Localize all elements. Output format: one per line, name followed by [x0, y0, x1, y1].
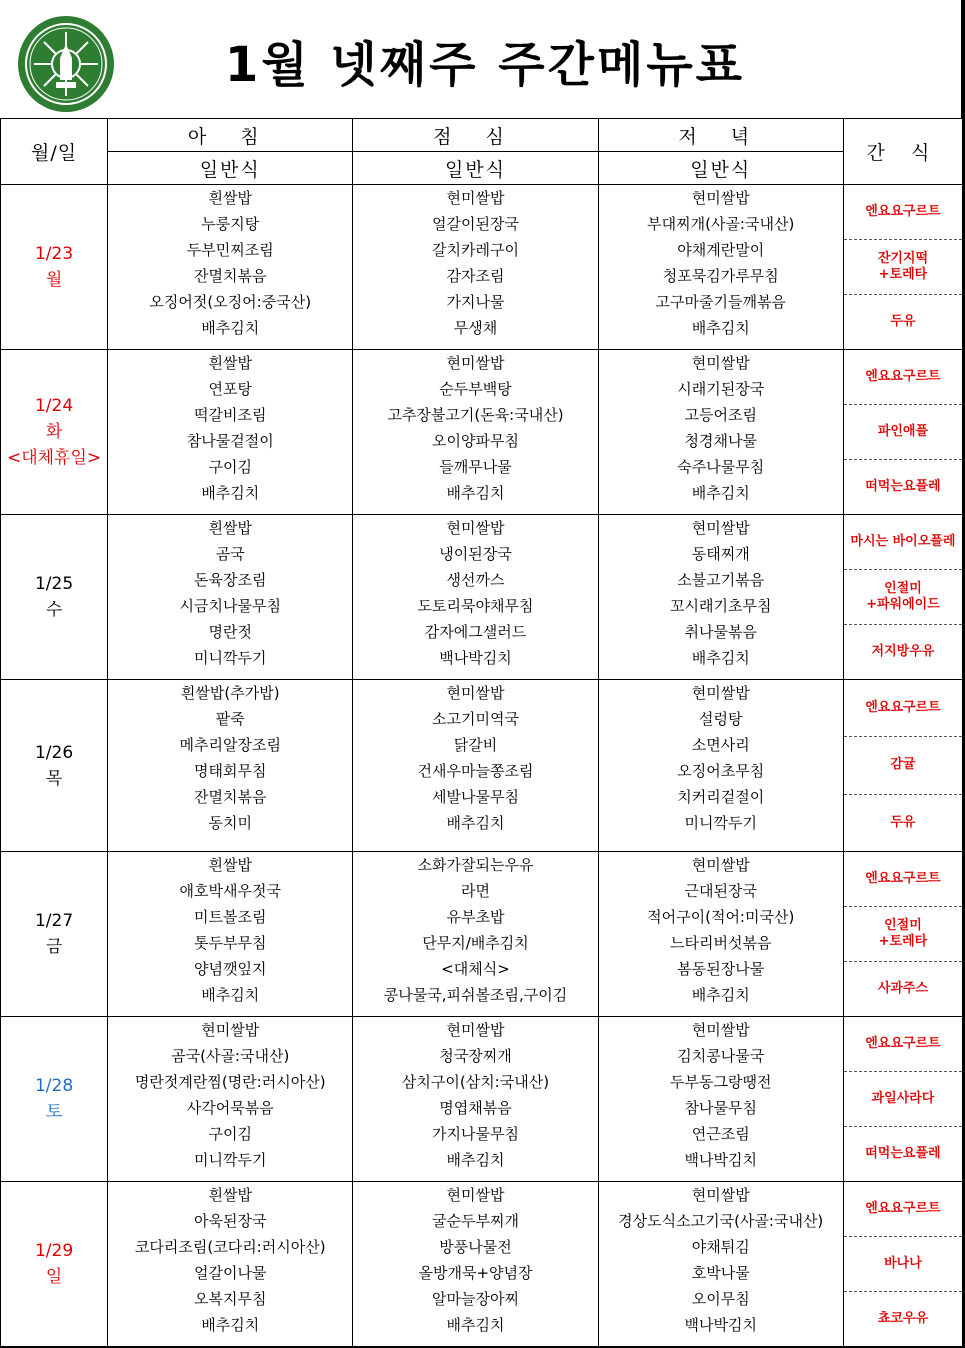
menu-item: 백나박김치 [439, 649, 512, 667]
day-row [1, 1017, 963, 1182]
snack-list [844, 515, 962, 679]
snack-item: 인절미 +파워에이드 [844, 570, 962, 625]
menu-item: 명엽채볶음 [439, 1099, 512, 1117]
menu-item: 메추리알장조림 [179, 736, 281, 754]
snack-item: 잔기지떡 +토레타 [844, 240, 962, 295]
lunch-cell [353, 515, 598, 680]
date-column-header: 월/일 [1, 119, 108, 185]
lunch-header: 점 심 [353, 119, 598, 152]
breakfast-cell [108, 1017, 353, 1182]
menu-item: 배추김치 [446, 1151, 505, 1169]
menu-item: 흰쌀밥(추가밥) [180, 684, 280, 702]
menu-item: 동태찌개 [691, 545, 750, 563]
menu-item: 백나박김치 [684, 1151, 757, 1169]
lunch-cell [353, 1017, 598, 1182]
dinner-subheader: 일반식 [598, 152, 843, 185]
lunch-cell [353, 680, 598, 852]
menu-item: 소화가잘되는우유 [417, 856, 534, 874]
menu-item: 돈육장조림 [194, 571, 267, 589]
menu-item: 백나박김치 [684, 1316, 757, 1334]
menu-item: 야채계란말이 [677, 241, 765, 259]
menu-item: 동치미 [208, 814, 252, 832]
snack-item: 쵸코우유 [877, 1311, 929, 1326]
menu-item: 고구마줄기들깨볶음 [655, 293, 786, 311]
menu-item: 닭갈비 [453, 736, 498, 754]
weekday-label: 일 [45, 1267, 63, 1287]
dinner-cell [598, 1182, 843, 1347]
menu-item: 소불고기볶음 [677, 571, 765, 589]
day-cell [1, 1017, 108, 1182]
day-cell [1, 185, 108, 350]
snack-item: 엔요요구르트 [844, 680, 962, 737]
menu-item: 배추김치 [691, 649, 750, 667]
menu-item: 코다리조림(코다리:러시아산) [134, 1238, 326, 1256]
menu-item: 느타리버섯볶음 [670, 934, 772, 952]
snack-item: 두유 [890, 314, 916, 329]
snack-list [844, 852, 962, 1016]
menu-item: 현미쌀밥 [446, 519, 505, 537]
menu-item: 현미쌀밥 [691, 354, 750, 372]
weekday-label: 수 [45, 600, 63, 620]
menu-item: 명란젓 [208, 623, 252, 641]
menu-item: 봄동된장나물 [677, 960, 765, 978]
menu-item: 미니깍두기 [194, 1151, 267, 1169]
breakfast-subheader: 일반식 [108, 152, 353, 185]
weekday-label: 토 [45, 1102, 63, 1122]
menu-item: 배추김치 [446, 484, 505, 502]
menu-item: 누룽지탕 [201, 215, 260, 233]
menu-item: 배추김치 [446, 1316, 505, 1334]
menu-item: 미니깍두기 [684, 814, 757, 832]
menu-item: 유부초밥 [446, 908, 505, 926]
menu-item: 미니깍두기 [194, 649, 267, 667]
menu-item: 무생채 [453, 319, 498, 337]
breakfast-cell [108, 1182, 353, 1347]
menu-item: 야채튀김 [691, 1238, 750, 1256]
menu-item: 단무지/배추김치 [422, 934, 529, 952]
menu-item: 건새우마늘쫑조림 [417, 762, 534, 780]
menu-item: 팥죽 [215, 710, 245, 728]
menu-item: 배추김치 [446, 814, 505, 832]
menu-item: 연근조림 [691, 1125, 750, 1143]
snack-cell [843, 1017, 962, 1182]
menu-item: 올방개묵+양념장 [418, 1264, 533, 1282]
menu-item: 미트볼조림 [194, 908, 267, 926]
snack-header: 간 식 [843, 119, 962, 185]
menu-item: 두부동그랑땡전 [670, 1073, 772, 1091]
menu-item: 현미쌀밥 [691, 189, 750, 207]
day-cell [1, 1182, 108, 1347]
menu-item: 오징어젓(오징어:중국산) [149, 293, 312, 311]
breakfast-cell [108, 185, 353, 350]
menu-item: 현미쌀밥 [691, 684, 750, 702]
dinner-cell [598, 350, 843, 515]
snack-cell [843, 515, 962, 680]
menu-table [0, 118, 963, 1347]
menu-item: 도토리묵야채무침 [417, 597, 534, 615]
dinner-header: 저 녁 [598, 119, 843, 152]
menu-item: 현미쌀밥 [446, 684, 505, 702]
snack-cell [843, 350, 962, 515]
menu-item: 현미쌀밥 [201, 1021, 260, 1039]
menu-item: 치커리겉절이 [677, 788, 765, 806]
menu-item: 흰쌀밥 [208, 354, 252, 372]
menu-item: 참나물무침 [684, 1099, 757, 1117]
date-label: 1/27 [34, 911, 74, 931]
lunch-cell [353, 350, 598, 515]
menu-item: 가지나물무침 [432, 1125, 519, 1143]
weekday-label: 월 [45, 270, 63, 290]
snack-item: 엔요요구르트 [844, 852, 962, 907]
day-cell [1, 515, 108, 680]
day-cell [1, 680, 108, 852]
menu-item: 청국장찌개 [439, 1047, 512, 1065]
breakfast-cell [108, 515, 353, 680]
snack-list [844, 680, 962, 851]
menu-item: 현미쌀밥 [446, 1186, 505, 1204]
menu-item: 적어구이(적어:미국산) [647, 908, 795, 926]
menu-item: 생선까스 [446, 571, 505, 589]
dinner-cell [598, 185, 843, 350]
menu-item: 배추김치 [201, 319, 260, 337]
lunch-subheader: 일반식 [353, 152, 598, 185]
breakfast-cell [108, 350, 353, 515]
snack-item: 인절미 +토레타 [844, 907, 962, 962]
menu-item: 배추김치 [201, 986, 260, 1004]
day-row [1, 350, 963, 515]
menu-item: 꼬시래기초무침 [670, 597, 772, 615]
menu-item: 청포묵김가루무침 [662, 267, 779, 285]
menu-item: 알마늘장아찌 [432, 1290, 519, 1308]
menu-item: 현미쌀밥 [691, 1021, 750, 1039]
menu-item: 구이김 [208, 458, 252, 476]
date-label: 1/24 [34, 396, 74, 416]
snack-cell [843, 852, 962, 1017]
menu-item: 얼갈이나물 [194, 1264, 267, 1282]
snack-item: 감귤 [844, 737, 962, 794]
menu-item: 곰국 [215, 545, 245, 563]
breakfast-cell [108, 852, 353, 1017]
snack-item: 마시는 바이오플레 [844, 515, 962, 570]
menu-item: 얼갈이된장국 [432, 215, 519, 233]
menu-item: 호박나물 [691, 1264, 750, 1282]
menu-item: 현미쌀밥 [691, 519, 750, 537]
menu-item: 흰쌀밥 [208, 519, 252, 537]
day-row [1, 1182, 963, 1347]
menu-item: 명란젓계란찜(명란:러시아산) [134, 1073, 326, 1091]
snack-cell [843, 680, 962, 852]
menu-item: 참나물겉절이 [186, 432, 274, 450]
menu-item: 방풍나물전 [439, 1238, 512, 1256]
page-header [0, 0, 963, 118]
menu-item: 배추김치 [691, 986, 750, 1004]
lunch-cell [353, 185, 598, 350]
menu-item: 시래기된장국 [677, 380, 765, 398]
snack-item: 두유 [890, 814, 916, 830]
snack-list [844, 1182, 962, 1346]
breakfast-cell [108, 680, 353, 852]
menu-item: 배추김치 [691, 319, 750, 337]
menu-item: 냉이된장국 [439, 545, 512, 563]
lunch-cell [353, 852, 598, 1017]
menu-item: 감자조림 [446, 267, 505, 285]
breakfast-header: 아 침 [108, 119, 353, 152]
dinner-cell [598, 680, 843, 852]
date-label: 1/26 [34, 742, 74, 763]
menu-item: 명태회무침 [194, 762, 267, 780]
day-cell [1, 852, 108, 1017]
menu-item: <대체식> [441, 960, 510, 978]
day-row [1, 852, 963, 1017]
day-row [1, 185, 963, 350]
snack-list [844, 185, 962, 349]
menu-item: 배추김치 [201, 484, 260, 502]
menu-item: 곰국(사골:국내산) [171, 1047, 290, 1065]
menu-item: 삼치구이(삼치:국내산) [401, 1073, 550, 1091]
snack-cell [843, 185, 962, 350]
menu-item: 취나물볶음 [684, 623, 757, 641]
dinner-cell [598, 1017, 843, 1182]
snack-item: 저지방우유 [871, 644, 935, 659]
menu-item: 김치콩나물국 [677, 1047, 765, 1065]
day-cell [1, 350, 108, 515]
menu-item: 흰쌀밥 [208, 856, 252, 874]
date-label: 1/28 [34, 1076, 74, 1096]
snack-item: 떠먹는요플레 [865, 1146, 941, 1161]
menu-item: 세발나물무침 [432, 788, 519, 806]
menu-item: 순두부백탕 [439, 380, 512, 398]
menu-item: 콩나물국,피쉬볼조림,구이김 [383, 986, 568, 1004]
menu-item: 굴순두부찌개 [432, 1212, 519, 1230]
menu-item: 구이김 [208, 1125, 252, 1143]
snack-item: 떠먹는요플레 [865, 479, 941, 494]
menu-item: 아욱된장국 [194, 1212, 267, 1230]
weekday-label: 목 [45, 768, 63, 789]
menu-item: 현미쌀밥 [446, 189, 505, 207]
snack-list [844, 1017, 962, 1181]
menu-item: 사각어묵볶음 [186, 1099, 274, 1117]
weekday-label: 화 [45, 422, 63, 442]
day-row [1, 680, 963, 852]
menu-item: 오복지무침 [194, 1290, 267, 1308]
menu-item: 소면사리 [691, 736, 750, 754]
snack-item: 파인애플 [844, 405, 962, 460]
snack-item: 사과주스 [877, 981, 929, 996]
snack-item: 엔요요구르트 [844, 185, 962, 240]
menu-item: 현미쌀밥 [446, 1021, 505, 1039]
menu-item: 흰쌀밥 [208, 1186, 252, 1204]
menu-item: 현미쌀밥 [691, 1186, 750, 1204]
menu-item: 잔멸치볶음 [194, 267, 267, 285]
menu-item: 근대된장국 [684, 882, 757, 900]
date-label: 1/29 [34, 1241, 74, 1261]
snack-item: 바나나 [844, 1237, 962, 1292]
menu-item: 톳두부무침 [194, 934, 267, 952]
menu-item: 청경채나물 [684, 432, 757, 450]
menu-item: 두부민찌조림 [186, 241, 274, 259]
menu-item: 오이무침 [691, 1290, 750, 1308]
menu-item: 연포탕 [208, 380, 252, 398]
menu-item: 부대찌개(사골:국내산) [647, 215, 795, 233]
menu-item: 배추김치 [691, 484, 750, 502]
dinner-cell [598, 852, 843, 1017]
date-label: 1/25 [34, 574, 74, 594]
dinner-cell [598, 515, 843, 680]
menu-item: 오징어초무침 [677, 762, 765, 780]
menu-item: 소고기미역국 [432, 710, 519, 728]
menu-item: 라면 [460, 882, 490, 900]
menu-item: 경상도식소고기국(사골:국내산) [618, 1212, 824, 1230]
menu-item: 애호박새우젓국 [179, 882, 281, 900]
lunch-cell [353, 1182, 598, 1347]
menu-body [1, 185, 963, 1347]
menu-item: 숙주나물무침 [677, 458, 765, 476]
menu-item: 설렁탕 [698, 710, 743, 728]
menu-item: 흰쌀밥 [208, 189, 252, 207]
day-row [1, 515, 963, 680]
menu-item: 시금치나물무침 [179, 597, 281, 615]
snack-item: 과일사라다 [844, 1072, 962, 1127]
snack-item: 엔요요구르트 [844, 1182, 962, 1237]
menu-item: 현미쌀밥 [446, 354, 505, 372]
snack-cell [843, 1182, 962, 1347]
menu-item: 고추장불고기(돈육:국내산) [387, 406, 564, 424]
menu-item: 고등어조림 [684, 406, 757, 424]
menu-item: 오이양파무침 [432, 432, 519, 450]
menu-item: 떡갈비조림 [194, 406, 267, 424]
menu-item: 가지나물 [446, 293, 505, 311]
menu-item: 양념깻잎지 [194, 960, 267, 978]
menu-item: 감자에그샐러드 [424, 623, 527, 641]
snack-list [844, 350, 962, 514]
menu-item: 들깨무나물 [439, 458, 512, 476]
date-label: 1/23 [34, 244, 74, 264]
snack-item: 엔요요구르트 [844, 350, 962, 405]
menu-item: 배추김치 [201, 1316, 260, 1334]
menu-item: 잔멸치볶음 [194, 788, 267, 806]
page-title: 1월 넷째주 주간메뉴표 [224, 37, 746, 93]
emblem-logo [16, 14, 116, 114]
weekday-label: 금 [45, 937, 63, 957]
menu-item: 갈치카레구이 [432, 241, 519, 259]
menu-item: 현미쌀밥 [691, 856, 750, 874]
holiday-note: <대체휴일> [6, 448, 102, 468]
snack-item: 엔요요구르트 [844, 1017, 962, 1072]
